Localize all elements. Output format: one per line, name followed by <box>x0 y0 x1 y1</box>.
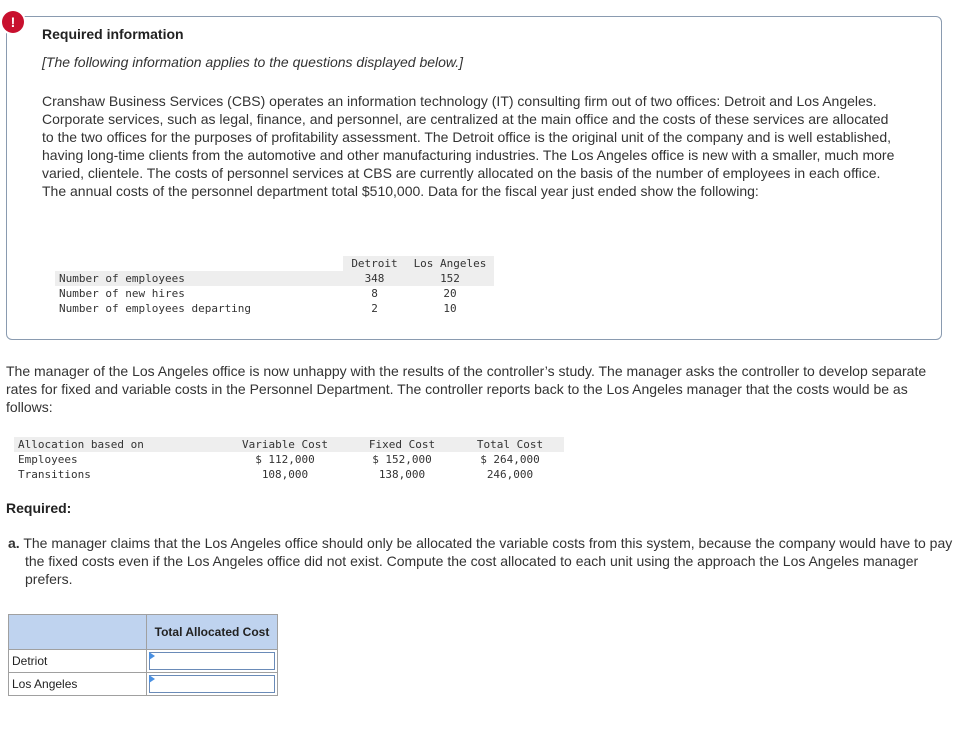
row-label: Transitions <box>18 468 91 481</box>
row-label: Number of employees departing <box>59 302 252 315</box>
answer-header-blank <box>9 615 147 650</box>
row-label: Number of employees <box>59 272 185 285</box>
employee-data-table <box>55 256 494 316</box>
los-angeles-value: 20 <box>443 287 457 300</box>
header-total-cost: Total Cost <box>476 438 544 451</box>
row-label: Employees <box>18 453 78 466</box>
input-marker-icon <box>149 675 155 683</box>
table-row <box>55 301 494 316</box>
header-total-allocated-cost: Total Allocated Cost <box>147 615 278 650</box>
header-detroit: Detroit <box>343 256 406 271</box>
header-variable-cost: Variable Cost <box>241 438 329 451</box>
table-header-row <box>14 437 564 452</box>
answer-table <box>8 614 278 696</box>
variable-cost-value: $ 112,000 <box>255 453 315 466</box>
input-marker-icon <box>149 652 155 660</box>
header-blank <box>55 256 343 271</box>
manager-paragraph: The manager of the Los Angeles office is now unhappy with the results of the controller’s study. The manager asks the controller to develop separate rates for fixed and variable costs in the Personnel Department. The controller reports back to the Los Angeles manager that the costs would be as follows: <box>6 363 927 415</box>
answer-row-los-angeles <box>9 673 278 696</box>
intro-paragraph: Cranshaw Business Services (CBS) operates an information technology (IT) consulting firm out of two offices: Detroit and Los Angeles. Corporate services, such as legal, finance, and personnel, are centralized at the main office and the costs of these services are allocated to the two offices for the purposes of profitability assessment. The Detroit office is the original unit of the company and is well established, having long-time clients from the automotive and other manufacturing industries. The Los Angeles office is new with a smaller, much more varied, clientele. The costs of personnel services at CBS are currently allocated on the basis of the number of employees in each office. The annual costs of the personnel department total $510,000. Data for the fiscal year just ended show the following: <box>42 93 895 199</box>
answer-cell <box>147 650 278 673</box>
table-header-row <box>55 256 494 271</box>
los-angeles-value: 10 <box>443 302 457 315</box>
total-cost-value: 246,000 <box>486 468 534 481</box>
header-los-angeles: Los Angeles <box>406 256 494 271</box>
header-fixed-cost: Fixed Cost <box>368 438 436 451</box>
table-row <box>14 452 564 467</box>
cost-allocation-table <box>14 437 564 482</box>
header-allocation-basis: Allocation based on <box>18 438 144 451</box>
detroit-total-input[interactable] <box>149 652 275 670</box>
required-heading: Required: <box>6 500 72 516</box>
required-info-subtitle: [The following information applies to the questions displayed below.] <box>42 54 464 70</box>
question-a <box>8 534 960 588</box>
answer-row-label: Detriot <box>9 650 147 673</box>
table-row <box>14 467 564 482</box>
question-text: The manager claims that the Los Angeles office should only be allocated the variable costs from this system, because the company would have to pay the fixed costs even if the Los Angeles office did not exist. Compute the cost allocated to each unit using the approach the Los Angeles manager prefers. <box>23 535 953 587</box>
variable-cost-value: 108,000 <box>261 468 309 481</box>
detroit-value: 8 <box>371 287 378 300</box>
detroit-value: 2 <box>371 302 378 315</box>
answer-row-detroit <box>9 650 278 673</box>
answer-row-label: Los Angeles <box>9 673 147 696</box>
los-angeles-value: 152 <box>440 272 460 285</box>
question-letter: a. <box>8 535 20 551</box>
alert-icon: ! <box>2 11 24 33</box>
fixed-cost-value: 138,000 <box>378 468 426 481</box>
table-row <box>55 286 494 301</box>
row-label: Number of new hires <box>59 287 185 300</box>
table-row <box>55 271 494 286</box>
los-angeles-total-input[interactable] <box>149 675 275 693</box>
answer-header-row <box>9 615 278 650</box>
required-info-title: Required information <box>42 26 184 42</box>
total-cost-value: $ 264,000 <box>480 453 540 466</box>
detroit-value: 348 <box>364 272 385 285</box>
answer-cell <box>147 673 278 696</box>
fixed-cost-value: $ 152,000 <box>372 453 432 466</box>
